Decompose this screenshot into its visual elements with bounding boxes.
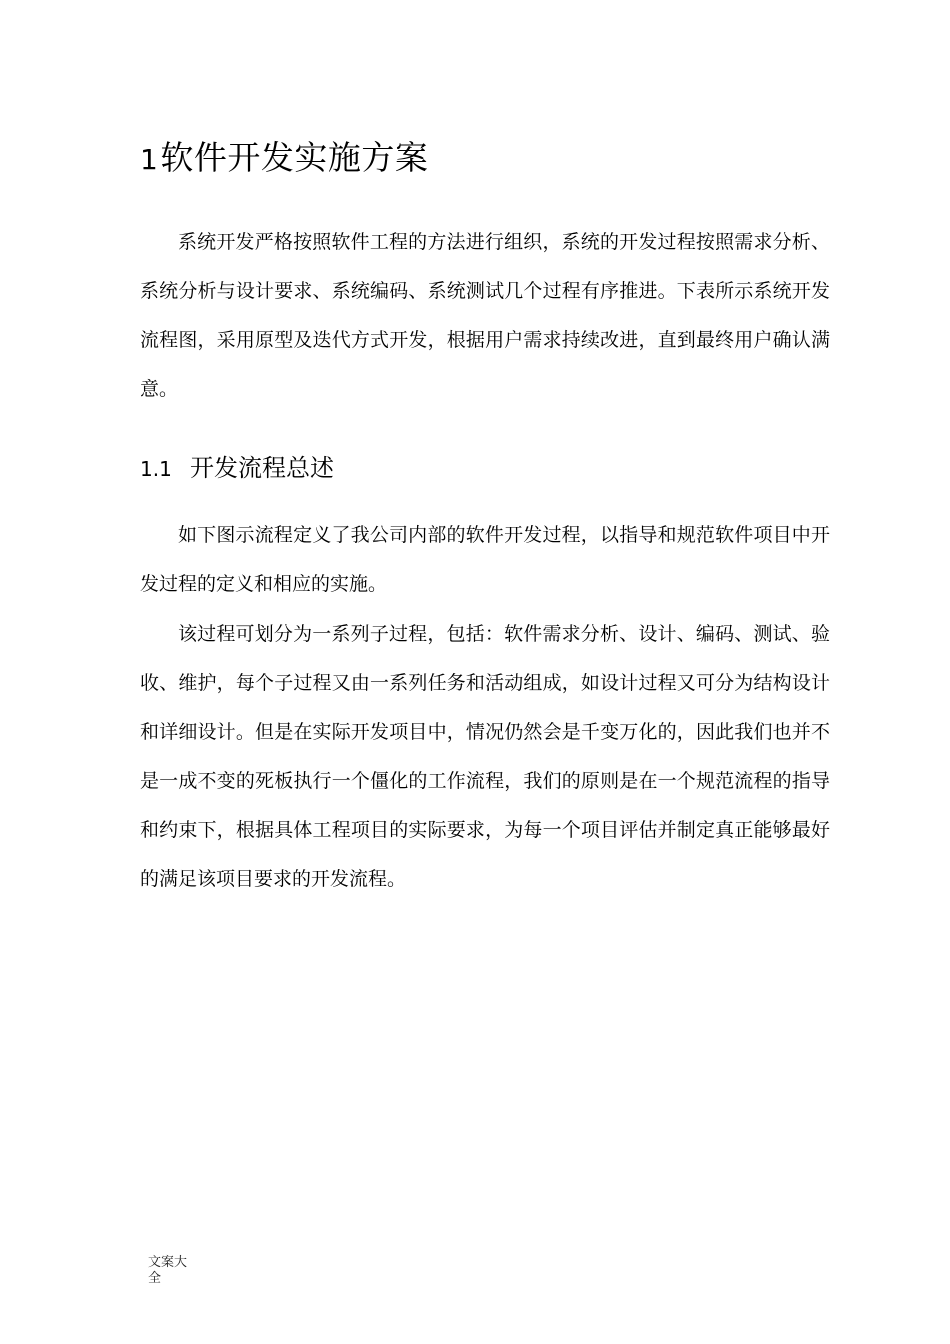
- page-footer: [148, 1255, 198, 1287]
- section-paragraph-1: 如下图示流程定义了我公司内部的软件开发过程，以指导和规范软件项目中开发过程的定义和相应的实施。: [140, 524, 830, 595]
- section-paragraph-2: 该过程可划分为一系列子过程，包括：软件需求分析、设计、编码、测试、验收、维护，每个子过程又由一系列任务和活动组成，如设计过程又可分为结构设计和详细设计。但是在实际开发项目中，情况仍然会是千变万化的，因此我们也并不是一成不变的死板执行一个僵化的工作流程，我们的原则是在一个规范流程的指导和约束下，根据具体工程项目的实际要求，为每一个项目评估并制定真正能够最好的满足该项目要求的开发流程。: [140, 623, 830, 890]
- section-heading: [140, 448, 334, 489]
- intro-paragraph: 系统开发严格按照软件工程的方法进行组织，系统的开发过程按照需求分析、系统分析与设计要求、系统编码、系统测试几个过程有序推进。下表所示系统开发流程图，采用原型及迭代方式开发，根据用户需求持续改进，直到最终用户确认满意。: [140, 231, 830, 400]
- chapter-number: 1: [140, 143, 159, 176]
- footer-line-1: 文案大: [148, 1255, 188, 1270]
- chapter-heading: [140, 135, 428, 183]
- chapter-title: 软件开发实施方案: [160, 138, 429, 177]
- section-title: 开发流程总述: [190, 454, 334, 482]
- section-number: 1.1: [140, 457, 172, 481]
- footer-line-2: 全: [148, 1271, 162, 1286]
